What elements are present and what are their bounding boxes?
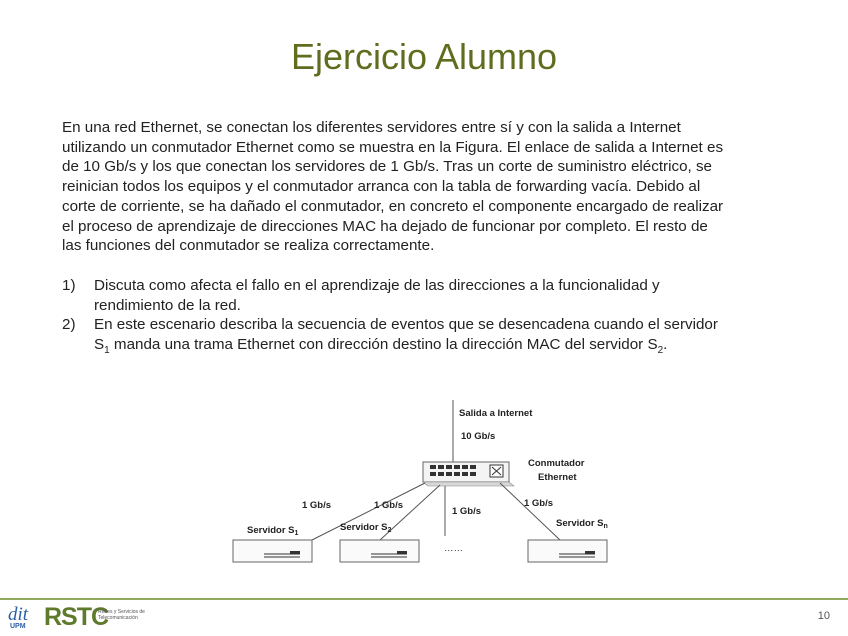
slide-title: Ejercicio Alumno xyxy=(290,36,558,77)
page-number: 10 xyxy=(817,610,830,622)
footer-divider xyxy=(0,598,848,600)
server-n-icon xyxy=(528,540,607,562)
internet-label: Salida a Internet xyxy=(459,408,533,419)
switch-label: Ethernet xyxy=(538,472,577,483)
link-speed: 1 Gb/s xyxy=(524,498,554,509)
paragraph-line: de 10 Gb/s y los que conectan los servidores de 1 Gb/s. Tras un corte de suministro eléctrico, se xyxy=(62,158,713,176)
paragraph-line: el proceso de aprendizaje de direcciones MAC ha dejado de funcionar por completo. El resto de xyxy=(62,217,708,235)
question-number: 2) xyxy=(62,316,76,334)
ellipsis: …… xyxy=(444,543,463,554)
server-2-icon xyxy=(340,540,419,562)
uplink-speed: 10 Gb/s xyxy=(461,431,496,442)
server-1-icon xyxy=(233,540,312,562)
question-text: $S_1$ manda una trama Ethernet con dirección destino la dirección MAC del servidor $S_2$. xyxy=(94,336,668,357)
question-text: rendimiento de la red. xyxy=(94,296,241,314)
ethernet-switch xyxy=(423,462,514,486)
question-text: Discuta como afecta el fallo en el aprendizaje de las direcciones a la funcionalidad y xyxy=(94,277,660,294)
paragraph-line: En una red Ethernet, se conectan los diferentes servidores entre sí y con la salida a Internet xyxy=(62,119,681,136)
link-speed: 1 Gb/s xyxy=(302,500,332,511)
question-number: 1) xyxy=(62,277,76,294)
paragraph-line: reinician todos los equipos y el conmutador arranca con la tabla de forwarding vacía. Debido al xyxy=(62,178,701,196)
question-text: En este escenario describa la secuencia de eventos que se desencadena cuando el servidor xyxy=(94,316,718,334)
link-speed: 1 Gb/s xyxy=(374,500,404,511)
paragraph-line: las funciones del conmutador se realiza correctamente. xyxy=(62,237,435,255)
dit-logo: dit xyxy=(8,604,29,625)
link-speed: 1 Gb/s xyxy=(452,506,482,517)
paragraph-line: utilizando un conmutador Ethernet como se muestra en la Figura. El enlace de salida a Internet es xyxy=(62,138,724,156)
link-server-n xyxy=(500,483,560,540)
rstc-logo-subtitle: Redes y Servicios de Telecomunicación xyxy=(98,609,145,621)
paragraph-line: corte de corriente, se ha dañado el conmutador, en concreto el componente encargado de realizar xyxy=(62,197,724,215)
server-label: Servidor $S_1$ xyxy=(247,525,299,537)
upm-logo: UPM xyxy=(10,623,26,630)
rstc-logo: RSTC xyxy=(44,603,109,631)
switch-label: Conmutador xyxy=(528,458,585,469)
server-label: Servidor $S_2$ xyxy=(340,522,392,534)
server-label: Servidor $S_n$ xyxy=(556,518,608,530)
